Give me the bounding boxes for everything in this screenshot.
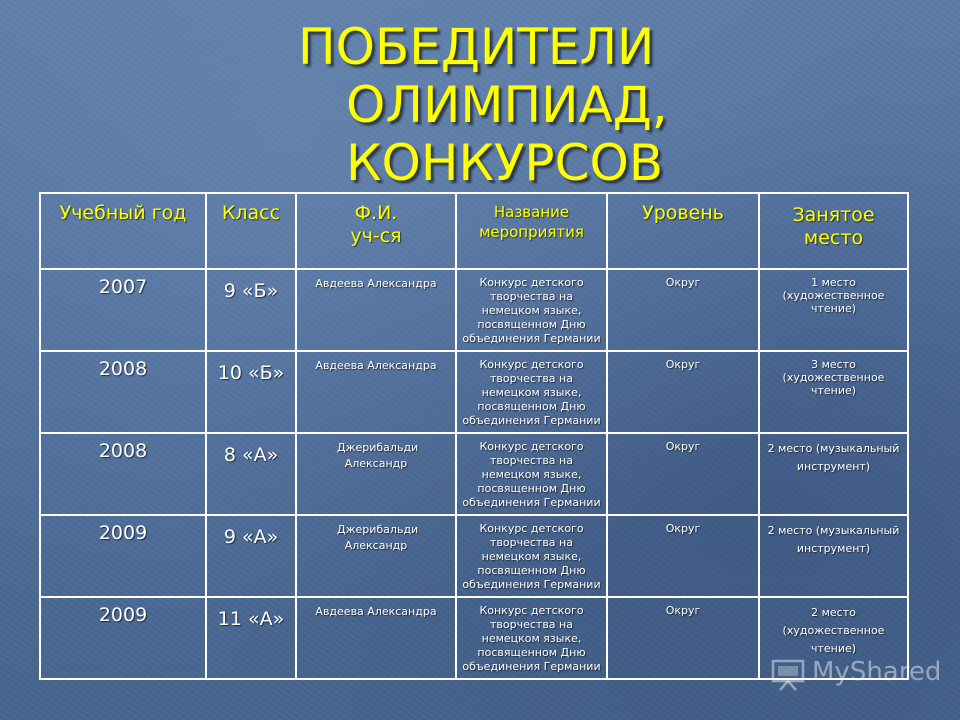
header-name-line-1: Ф.И.: [354, 202, 398, 224]
cell-class: 11 «А»: [206, 597, 296, 679]
cell-place: 2 место (музыкальный инструмент): [759, 515, 908, 597]
table-row: [40, 433, 908, 515]
slide-title: [0, 18, 960, 192]
cell-year: 2008: [40, 351, 206, 433]
table-row: [40, 269, 908, 351]
cell-place: 2 место (художественное чтение): [759, 597, 908, 679]
cell-event: Конкурс детского творчества на немецком языке, посвященном Дню объединения Германии: [456, 269, 607, 351]
header-class: Класс: [206, 193, 296, 269]
cell-place: 2 место (музыкальный инструмент): [759, 433, 908, 515]
cell-year: 2009: [40, 597, 206, 679]
cell-name: Джерибальди Александр: [296, 433, 456, 515]
header-event: Название мероприятия: [456, 193, 607, 269]
slide-title-line-1: ПОБЕДИТЕЛИ: [298, 18, 655, 76]
watermark: [770, 655, 940, 695]
cell-year: 2007: [40, 269, 206, 351]
header-year: Учебный год: [40, 193, 206, 269]
presentation-board-icon: [770, 659, 806, 691]
table-row: [40, 351, 908, 433]
cell-name: Авдеева Александра: [296, 597, 456, 679]
cell-event: Конкурс детского творчества на немецком языке, посвященном Дню объединения Германии: [456, 515, 607, 597]
header-level: Уровень: [607, 193, 759, 269]
cell-place: 1 место (художественное чтение): [759, 269, 908, 351]
cell-level: Округ: [607, 269, 759, 351]
cell-place: 3 место (художественное чтение): [759, 351, 908, 433]
cell-name: Авдеева Александра: [296, 269, 456, 351]
cell-class: 10 «Б»: [206, 351, 296, 433]
cell-level: Округ: [607, 433, 759, 515]
cell-class: 9 «А»: [206, 515, 296, 597]
cell-level: Округ: [607, 351, 759, 433]
cell-event: Конкурс детского творчества на немецком языке, посвященном Дню объединения Германии: [456, 597, 607, 679]
header-place: Занятое место: [759, 193, 908, 269]
cell-name: Авдеева Александра: [296, 351, 456, 433]
cell-year: 2009: [40, 515, 206, 597]
cell-year: 2008: [40, 433, 206, 515]
table-header-row: [40, 193, 908, 269]
cell-level: Округ: [607, 515, 759, 597]
header-name-line-2: уч-ся: [350, 225, 402, 247]
cell-name: Джерибальди Александр: [296, 515, 456, 597]
cell-class: 9 «Б»: [206, 269, 296, 351]
table-row: [40, 515, 908, 597]
cell-class: 8 «А»: [206, 433, 296, 515]
header-name: [296, 193, 456, 269]
cell-event: Конкурс детского творчества на немецком языке, посвященном Дню объединения Германии: [456, 433, 607, 515]
watermark-text: MyShared: [812, 657, 942, 687]
cell-event: Конкурс детского творчества на немецком языке, посвященном Дню объединения Германии: [456, 351, 607, 433]
winners-table: [39, 192, 909, 680]
slide-title-line-2: ОЛИМПИАД, КОНКУРСОВ: [346, 76, 668, 192]
cell-level: Округ: [607, 597, 759, 679]
